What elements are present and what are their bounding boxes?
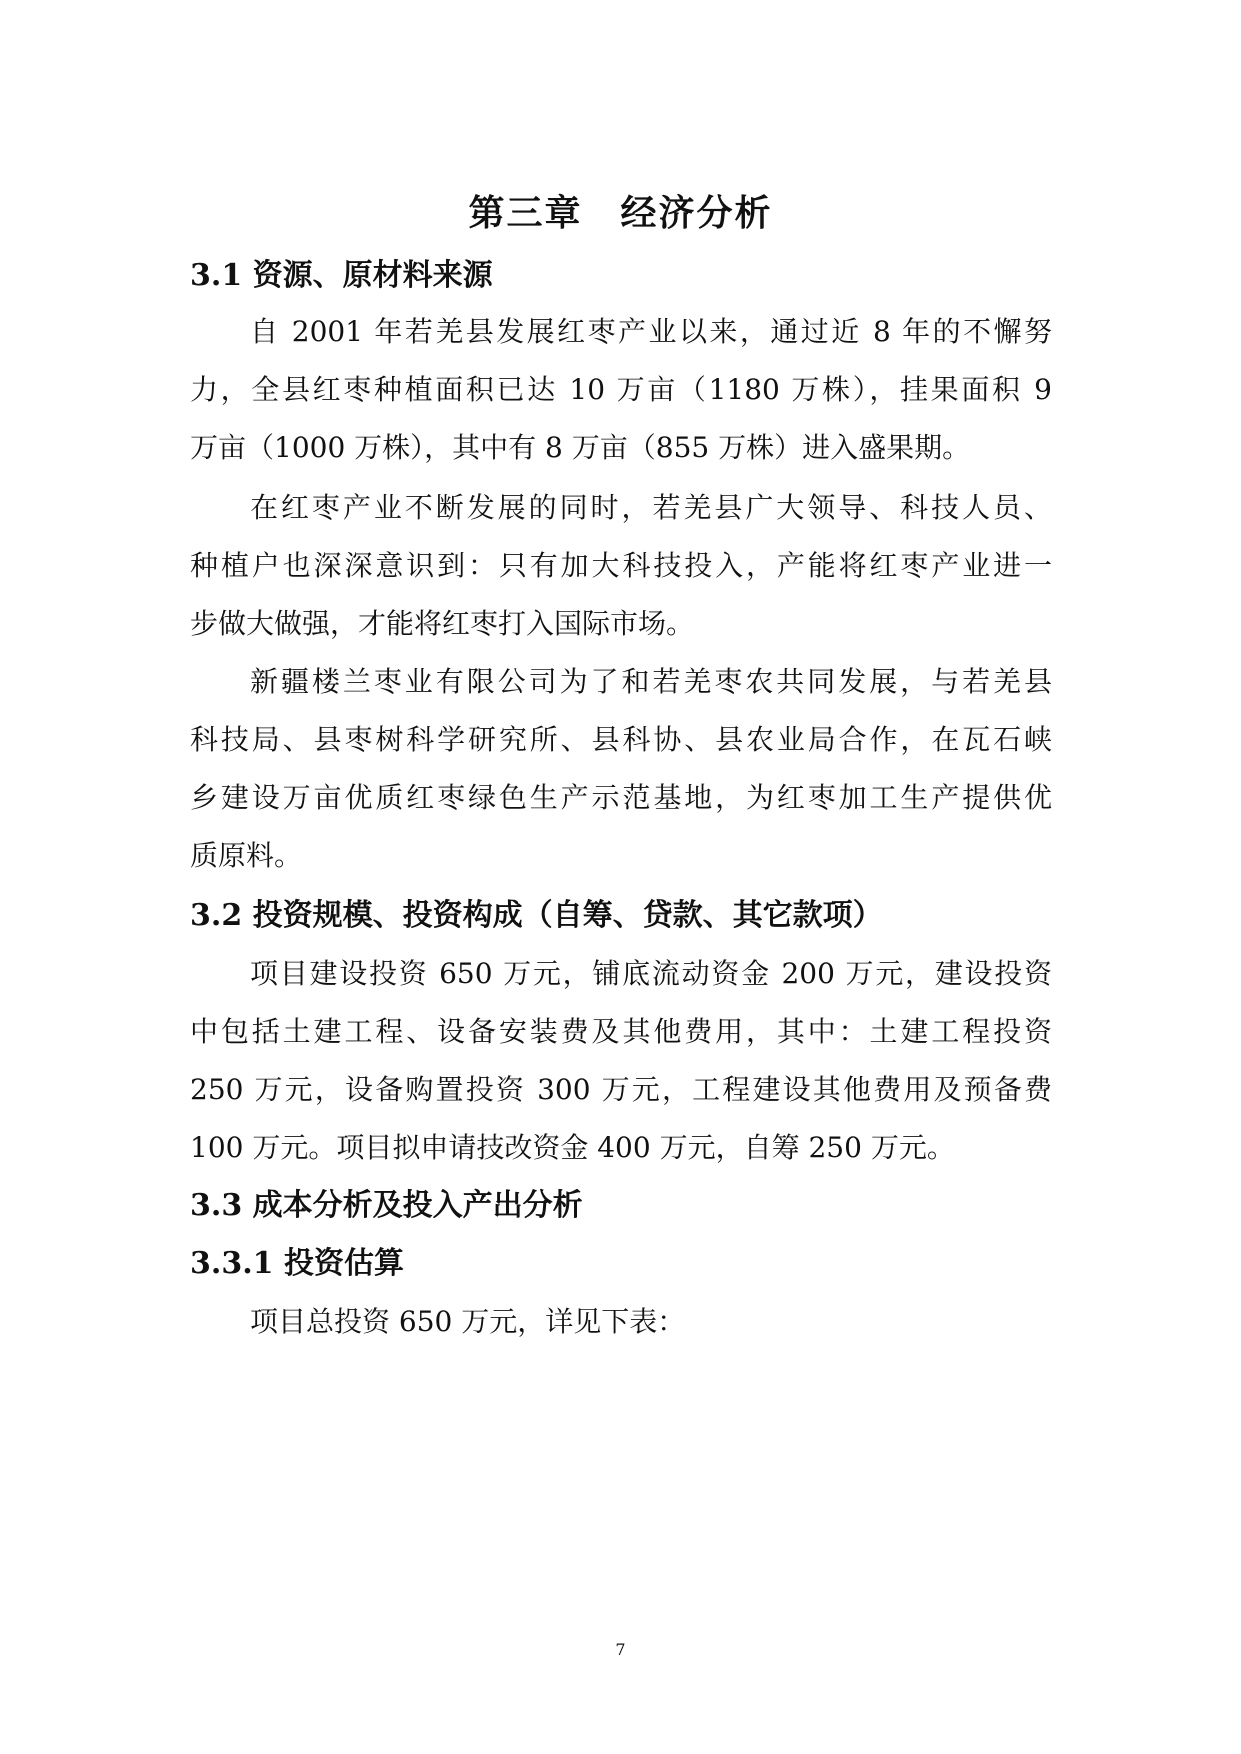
chapter-title: 第三章 经济分析	[468, 192, 773, 234]
paragraph-line: 步做大做强，才能将红枣打入国际市场。	[190, 607, 695, 640]
paragraph-line: 中包括土建工程、设备安装费及其他费用，其中：土建工程投资	[190, 1015, 1052, 1048]
paragraph-line: 250 万元，设备购置投资 300 万元，工程建设其他费用及预备费	[190, 1073, 1052, 1106]
paragraph-line: 力，全县红枣种植面积已达 10 万亩（1180 万株），挂果面积 9	[190, 373, 1052, 406]
paragraph-line: 科技局、县枣树科学研究所、县科协、县农业局合作，在瓦石峡	[190, 723, 1052, 756]
paragraph-line: 项目总投资 650 万元，详见下表：	[250, 1305, 686, 1338]
paragraph-line: 种植户也深深意识到：只有加大科技投入，产能将红枣产业进一	[190, 549, 1052, 582]
section-heading-3-3-1: 3.3.1 投资估算	[190, 1246, 404, 1281]
section-heading-3-2: 3.2 投资规模、投资构成（自筹、贷款、其它款项）	[190, 898, 883, 933]
section-heading-3-1: 3.1 资源、原材料来源	[190, 258, 493, 293]
paragraph-line: 自 2001 年若羌县发展红枣产业以来，通过近 8 年的不懈努	[250, 315, 1052, 348]
paragraph-line: 新疆楼兰枣业有限公司为了和若羌枣农共同发展，与若羌县	[250, 665, 1052, 698]
section-heading-3-3: 3.3 成本分析及投入产出分析	[190, 1188, 583, 1223]
paragraph-line: 乡建设万亩优质红枣绿色生产示范基地，为红枣加工生产提供优	[190, 781, 1052, 814]
paragraph-line: 100 万元。项目拟申请技改资金 400 万元，自筹 250 万元。	[190, 1131, 955, 1164]
paragraph-line: 项目建设投资 650 万元，铺底流动资金 200 万元，建设投资	[250, 957, 1052, 990]
paragraph-line: 质原料。	[190, 839, 303, 872]
paragraph-line: 在红枣产业不断发展的同时，若羌县广大领导、科技人员、	[250, 491, 1052, 524]
page-number: 7	[615, 1640, 626, 1659]
paragraph-line: 万亩（1000 万株），其中有 8 万亩（855 万株）进入盛果期。	[190, 431, 971, 464]
